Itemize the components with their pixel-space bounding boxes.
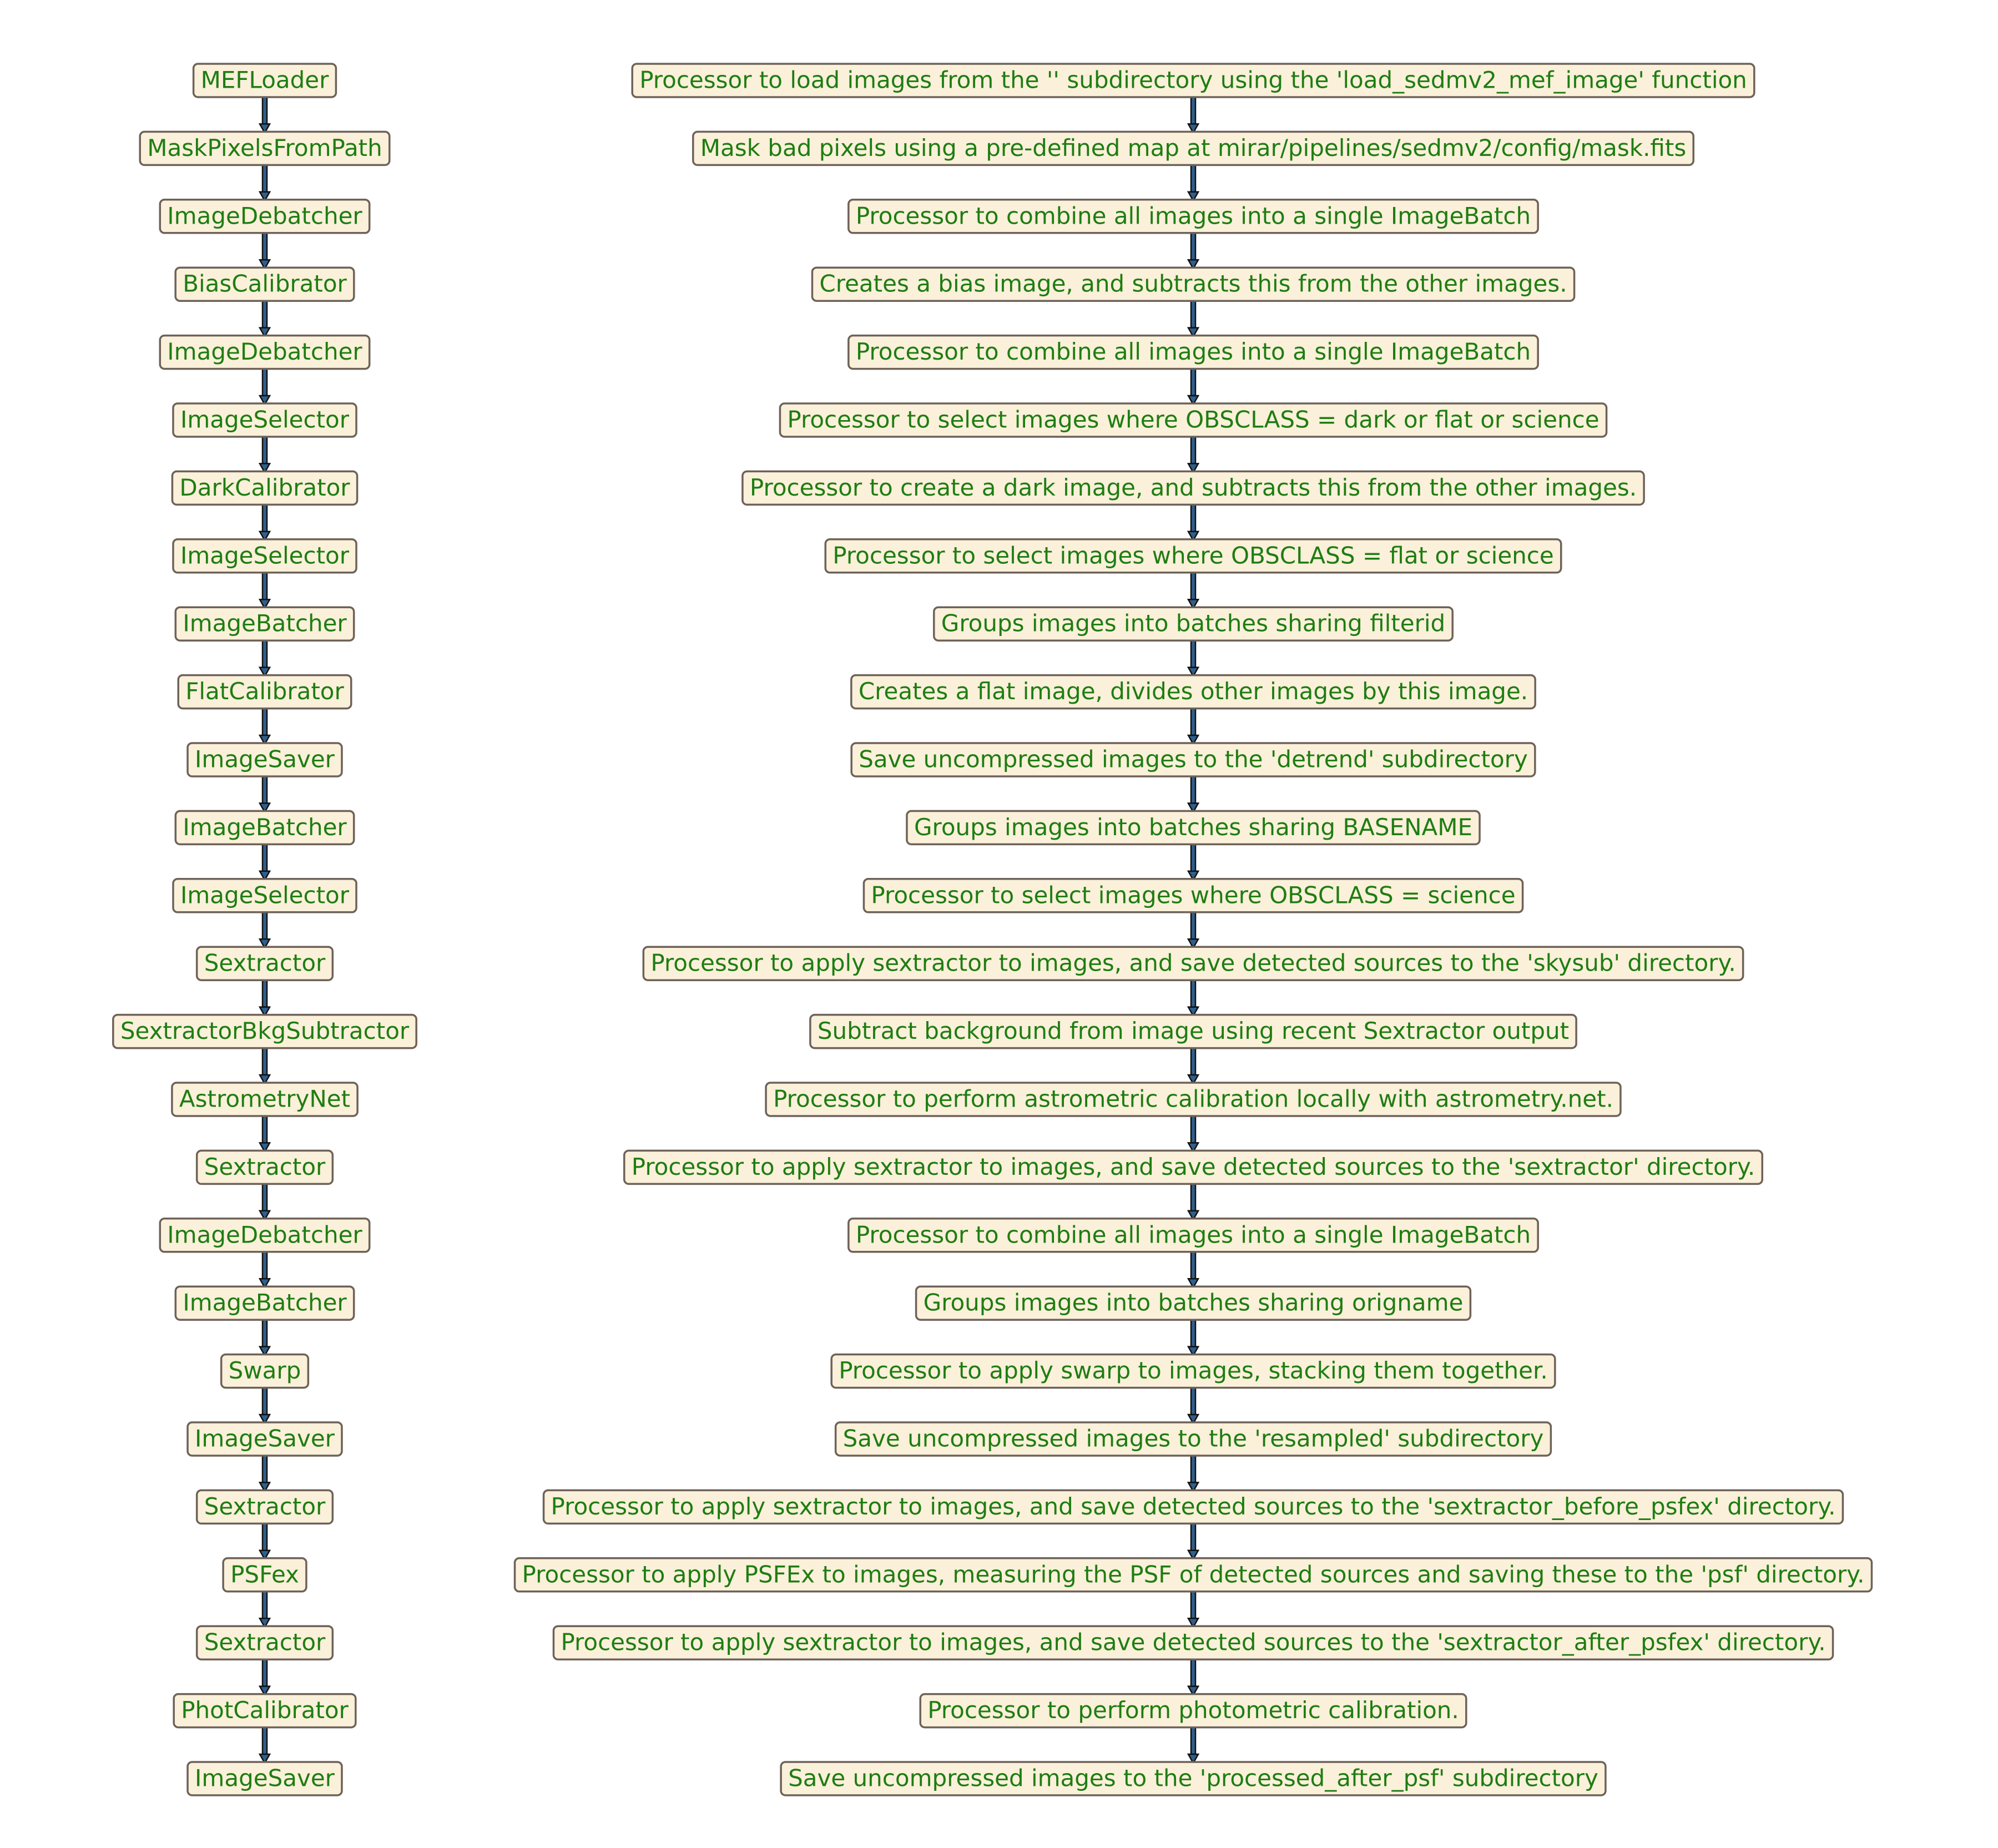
processor-node xyxy=(175,811,354,844)
processor-flow-arrow-shaft xyxy=(263,1180,267,1210)
processor-node-label: Sextractor xyxy=(204,1153,326,1180)
description-node-label: Processor to apply swarp to images, stacking them together. xyxy=(839,1357,1548,1385)
description-flow-arrow xyxy=(1188,433,1198,472)
nodes-layer xyxy=(113,64,1872,1795)
processor-flow-arrow xyxy=(260,1249,270,1287)
description-node xyxy=(849,336,1538,369)
description-flow-arrow xyxy=(1188,1520,1198,1559)
processor-flow-arrow xyxy=(260,773,270,812)
processor-node xyxy=(160,1219,369,1252)
processor-flow-arrow xyxy=(260,1113,270,1152)
processor-flow-arrow xyxy=(260,433,270,472)
processor-flow-arrow xyxy=(260,1724,270,1763)
description-flow-arrow-shaft xyxy=(1191,909,1195,939)
description-flow-arrow-shaft xyxy=(1191,161,1195,191)
description-node xyxy=(916,1286,1471,1320)
processor-flow-arrow xyxy=(260,94,270,133)
description-flow-arrow xyxy=(1188,1385,1198,1423)
description-node xyxy=(553,1626,1833,1659)
processor-flow-arrow xyxy=(260,297,270,336)
description-flow-arrow xyxy=(1188,977,1198,1016)
processor-node-label: Sextractor xyxy=(204,1628,326,1656)
description-flow-arrow xyxy=(1188,1724,1198,1763)
processor-flow-arrow xyxy=(260,1045,270,1084)
description-node xyxy=(743,471,1644,504)
description-node-label: Mask bad pixels using a pre-defined map at mirar/pipelines/sedmv2/config/mask.fits xyxy=(700,134,1687,161)
description-flow-arrow-shaft xyxy=(1191,94,1195,124)
processor-node xyxy=(197,1150,333,1184)
processor-flow-arrow-shaft xyxy=(263,94,267,124)
description-node xyxy=(515,1558,1872,1592)
processor-flow-arrow xyxy=(260,841,270,880)
processor-node xyxy=(174,1694,356,1728)
processor-node-label: ImageBatcher xyxy=(183,813,347,841)
description-node-label: Processor to select images where OBSCLASS = dark or flat or science xyxy=(787,406,1600,433)
processor-flow-arrow-shaft xyxy=(263,1452,267,1482)
description-node xyxy=(766,1083,1621,1116)
description-flow-arrow-shaft xyxy=(1191,230,1195,260)
processor-flow-arrow xyxy=(260,1316,270,1355)
description-node-label: Processor to create a dark image, and subtracts this from the other images. xyxy=(749,473,1637,501)
processor-flow-arrow xyxy=(260,230,270,269)
description-node xyxy=(849,200,1538,233)
description-node-label: Creates a bias image, and subtracts this from the other images. xyxy=(819,270,1567,297)
processor-node-label: ImageSaver xyxy=(195,1425,335,1452)
processor-flow-arrow xyxy=(260,366,270,405)
processor-flow-arrow-shaft xyxy=(263,161,267,191)
processor-flow-arrow-shaft xyxy=(263,773,267,803)
processor-node-label: FlatCalibrator xyxy=(185,678,344,705)
processor-node-label: ImageBatcher xyxy=(183,1289,347,1316)
description-node-label: Groups images into batches sharing filterid xyxy=(941,609,1446,637)
processor-flow-arrow-shaft xyxy=(263,569,267,599)
description-flow-arrow xyxy=(1188,1316,1198,1355)
processor-flow-arrow-shaft xyxy=(263,1385,267,1415)
description-node xyxy=(544,1490,1843,1523)
description-flow-arrow xyxy=(1188,637,1198,676)
description-node-label: Groups images into batches sharing origname xyxy=(923,1289,1464,1316)
description-node xyxy=(643,947,1743,980)
description-flow-arrow-shaft xyxy=(1191,1724,1195,1754)
description-flow-arrow-shaft xyxy=(1191,1180,1195,1210)
processor-node xyxy=(188,1422,342,1456)
processor-flow-arrow-shaft xyxy=(263,1724,267,1754)
description-flow-arrow xyxy=(1188,94,1198,133)
processor-node-label: Sextractor xyxy=(204,949,326,977)
description-flow-arrow-shaft xyxy=(1191,977,1195,1007)
description-flow-arrow xyxy=(1188,230,1198,269)
processor-flow-arrow-shaft xyxy=(263,1316,267,1346)
description-flow-arrow xyxy=(1188,569,1198,608)
description-flow-arrow-shaft xyxy=(1191,637,1195,667)
processor-node xyxy=(197,947,333,980)
description-node-label: Creates a flat image, divides other images by this image. xyxy=(858,678,1528,705)
processor-flow-arrow-shaft xyxy=(263,841,267,871)
processor-node xyxy=(175,1286,354,1320)
description-node-label: Save uncompressed images to the 'resampled' subdirectory xyxy=(842,1425,1544,1452)
description-flow-arrow xyxy=(1188,1656,1198,1695)
processor-node-label: ImageDebatcher xyxy=(167,202,362,230)
processor-node xyxy=(160,336,369,369)
description-flow-arrow xyxy=(1188,1045,1198,1084)
processor-flow-arrow xyxy=(260,1588,270,1627)
description-node-label: Processor to combine all images into a single ImageBatch xyxy=(855,1221,1531,1249)
processor-node-label: AstrometryNet xyxy=(179,1085,351,1113)
processor-node-label: BiasCalibrator xyxy=(183,270,347,297)
description-node-label: Processor to combine all images into a single ImageBatch xyxy=(855,202,1531,230)
processor-flow-arrow-shaft xyxy=(263,977,267,1007)
description-node-label: Save uncompressed images to the 'detrend' subdirectory xyxy=(859,745,1528,773)
processor-node xyxy=(173,539,356,573)
description-flow-arrow xyxy=(1188,366,1198,405)
processor-flow-arrow xyxy=(260,569,270,608)
description-node-label: Save uncompressed images to the 'processed_after_psf' subdirectory xyxy=(788,1764,1598,1792)
description-flow-arrow-shaft xyxy=(1191,433,1195,463)
description-node-label: Processor to select images where OBSCLASS = science xyxy=(871,881,1516,909)
processor-node xyxy=(197,1490,333,1523)
description-flow-arrow-shaft xyxy=(1191,705,1195,735)
processor-node-label: MaskPixelsFromPath xyxy=(147,134,382,161)
description-flow-arrow xyxy=(1188,773,1198,812)
processor-flow-arrow xyxy=(260,1180,270,1219)
processor-node-label: MEFLoader xyxy=(200,66,329,94)
processor-node xyxy=(172,471,357,504)
description-node xyxy=(810,1015,1576,1048)
description-node xyxy=(831,1355,1555,1388)
description-node-label: Subtract background from image using recent Sextractor output xyxy=(817,1017,1570,1045)
description-node-label: Processor to apply PSFEx to images, measuring the PSF of detected sources and saving these to the 'psf' directory. xyxy=(522,1561,1865,1588)
processor-node xyxy=(175,267,354,301)
description-node-label: Processor to apply sextractor to images, and save detected sources to the 'sextractor_after_psfex' directory. xyxy=(561,1628,1826,1656)
description-node xyxy=(851,675,1535,709)
processor-node-label: ImageDebatcher xyxy=(167,1221,362,1249)
processor-node-label: PSFex xyxy=(230,1561,299,1588)
description-flow-arrow xyxy=(1188,297,1198,336)
description-flow-arrow-shaft xyxy=(1191,1452,1195,1482)
description-flow-arrow-shaft xyxy=(1191,773,1195,803)
processor-node xyxy=(113,1015,416,1048)
description-node xyxy=(624,1150,1762,1184)
processor-node-label: DarkCalibrator xyxy=(179,473,350,501)
description-node-label: Processor to select images where OBSCLASS = flat or science xyxy=(833,542,1554,569)
processor-flow-arrow-shaft xyxy=(263,1588,267,1618)
processor-node xyxy=(140,132,390,165)
processor-node xyxy=(173,879,356,912)
description-node-label: Processor to apply sextractor to images, and save detected sources to the 'sextractor' directory. xyxy=(631,1153,1755,1180)
description-flow-arrow-shaft xyxy=(1191,297,1195,327)
description-node xyxy=(780,403,1606,437)
description-flow-arrow-shaft xyxy=(1191,1520,1195,1550)
processor-node-label: ImageSelector xyxy=(180,542,350,569)
description-node xyxy=(849,1219,1538,1252)
description-node xyxy=(812,267,1574,301)
description-flow-arrow-shaft xyxy=(1191,569,1195,599)
processor-node xyxy=(197,1626,333,1659)
processor-node xyxy=(175,607,354,640)
processor-flow-arrow xyxy=(260,1385,270,1423)
processor-flow-arrow xyxy=(260,977,270,1016)
description-flow-arrow xyxy=(1188,1113,1198,1152)
description-flow-arrow-shaft xyxy=(1191,1588,1195,1618)
description-flow-arrow xyxy=(1188,1180,1198,1219)
description-node xyxy=(693,132,1693,165)
processor-node xyxy=(172,1083,357,1116)
description-flow-arrow-shaft xyxy=(1191,1385,1195,1415)
processor-node xyxy=(188,743,342,776)
description-flow-arrow-shaft xyxy=(1191,841,1195,871)
description-node-label: Groups images into batches sharing BASENAME xyxy=(914,813,1473,841)
processor-flow-arrow-shaft xyxy=(263,1045,267,1075)
description-node xyxy=(934,607,1452,640)
description-flow-arrow-shaft xyxy=(1191,1316,1195,1346)
description-flow-arrow xyxy=(1188,1588,1198,1627)
processor-node-label: ImageSelector xyxy=(180,881,350,909)
processor-node-label: PhotCalibrator xyxy=(181,1696,349,1724)
processor-flow-arrow xyxy=(260,161,270,200)
description-flow-arrow xyxy=(1188,161,1198,200)
processor-node-label: ImageSaver xyxy=(195,745,335,773)
description-flow-arrow xyxy=(1188,1249,1198,1287)
description-flow-arrow xyxy=(1188,705,1198,744)
description-node xyxy=(836,1422,1551,1456)
processor-node-label: ImageDebatcher xyxy=(167,338,362,366)
processor-flow-arrow-shaft xyxy=(263,705,267,735)
processor-node-label: Sextractor xyxy=(204,1492,326,1520)
processor-node xyxy=(194,64,336,97)
processor-node-label: Swarp xyxy=(228,1357,301,1385)
processor-flow-arrow-shaft xyxy=(263,297,267,327)
description-node-label: Processor to apply sextractor to images, and save detected sources to the 'skysub' directory. xyxy=(650,949,1736,977)
processor-node-label: SextractorBkgSubtractor xyxy=(120,1017,410,1045)
description-flow-arrow-shaft xyxy=(1191,1656,1195,1686)
description-node xyxy=(851,743,1535,776)
description-node xyxy=(864,879,1522,912)
description-node-label: Processor to load images from the '' subdirectory using the 'load_sedmv2_mef_image' function xyxy=(639,66,1747,94)
description-flow-arrow-shaft xyxy=(1191,1045,1195,1075)
processor-flow-arrow xyxy=(260,1656,270,1695)
processor-flow-arrow-shaft xyxy=(263,909,267,939)
description-node-label: Processor to perform astrometric calibration locally with astrometry.net. xyxy=(773,1085,1613,1113)
processor-node xyxy=(223,1558,306,1592)
description-node-label: Processor to apply sextractor to images, and save detected sources to the 'sextractor_before_psfex' directory. xyxy=(551,1492,1836,1520)
processor-flow-arrow-shaft xyxy=(263,1113,267,1143)
processor-flow-arrow-shaft xyxy=(263,433,267,463)
description-flow-arrow-shaft xyxy=(1191,501,1195,531)
processor-node xyxy=(178,675,351,709)
processor-flow-arrow xyxy=(260,637,270,676)
processor-flow-arrow-shaft xyxy=(263,1249,267,1279)
description-flow-arrow xyxy=(1188,1452,1198,1491)
processor-flow-arrow-shaft xyxy=(263,501,267,531)
processor-flow-arrow xyxy=(260,705,270,744)
processor-flow-arrow xyxy=(260,1520,270,1559)
processor-flow-arrow-shaft xyxy=(263,366,267,396)
description-node-label: Processor to perform photometric calibration. xyxy=(927,1696,1459,1724)
description-node xyxy=(632,64,1754,97)
description-node xyxy=(907,811,1480,844)
description-flow-arrow-shaft xyxy=(1191,1113,1195,1143)
processor-flow-arrow xyxy=(260,909,270,948)
processor-node xyxy=(221,1355,309,1388)
processor-flow-arrow-shaft xyxy=(263,1520,267,1550)
processor-flow-arrow xyxy=(260,501,270,540)
processor-node xyxy=(188,1762,342,1795)
processor-node xyxy=(173,403,356,437)
processor-node xyxy=(160,200,369,233)
processor-flow-arrow xyxy=(260,1452,270,1491)
processor-node-label: ImageSelector xyxy=(180,406,350,433)
processor-flow-arrow-shaft xyxy=(263,230,267,260)
description-flow-arrow-shaft xyxy=(1191,1249,1195,1279)
description-node xyxy=(920,1694,1466,1728)
description-node-label: Processor to combine all images into a single ImageBatch xyxy=(855,338,1531,366)
processor-flow-arrow-shaft xyxy=(263,1656,267,1686)
processor-node-label: ImageBatcher xyxy=(183,609,347,637)
processor-flow-arrow-shaft xyxy=(263,637,267,667)
description-flow-arrow xyxy=(1188,841,1198,880)
description-flow-arrow xyxy=(1188,501,1198,540)
description-node xyxy=(781,1762,1606,1795)
description-flow-arrow-shaft xyxy=(1191,366,1195,396)
description-flow-arrow xyxy=(1188,909,1198,948)
processor-node-label: ImageSaver xyxy=(195,1764,335,1792)
description-node xyxy=(825,539,1561,573)
